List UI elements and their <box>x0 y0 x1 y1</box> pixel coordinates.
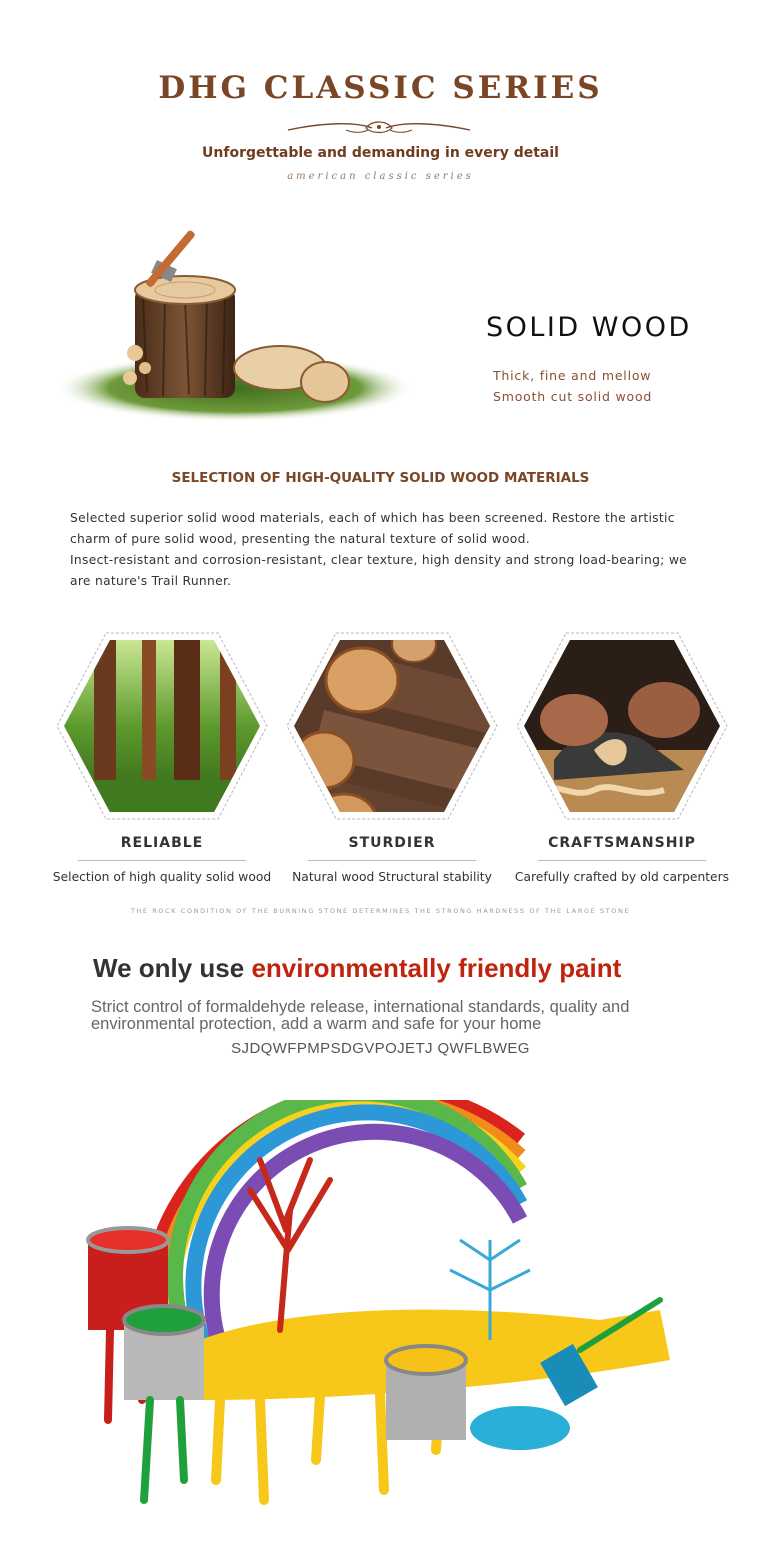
paint-heading-accent: environmentally friendly paint <box>251 953 622 983</box>
logs-photo-image <box>284 630 500 822</box>
feature-title: STURDIER <box>348 835 436 851</box>
feature-divider <box>78 860 246 861</box>
paint-code: SJDQWFPMPSDGVPOJETJ QWFLBWEG <box>231 1040 530 1057</box>
paint-heading <box>93 953 621 984</box>
page-subtitle: Unforgettable and demanding in every detail <box>202 145 559 161</box>
feature-divider <box>538 860 706 861</box>
tree-stump-with-axe-image <box>55 218 435 433</box>
solid-wood-tagline-1: Thick, fine and mellow <box>493 368 652 383</box>
paint-heading-plain: We only use <box>93 953 245 983</box>
script-tagline: american classic series <box>287 171 474 182</box>
forest-photo-image <box>54 630 270 822</box>
page-title: DHG CLASSIC SERIES <box>158 70 603 106</box>
feature-description: Carefully crafted by old carpenters <box>514 870 730 884</box>
feature-divider <box>308 860 476 861</box>
solid-wood-tagline-2: Smooth cut solid wood <box>493 389 653 404</box>
feature-description: Selection of high quality solid wood <box>52 870 272 884</box>
tiny-caption: THE ROCK CONDITION OF THE BURNING STONE DETERMINES THE STRONG HARDNESS OF THE LARGE STONE <box>130 907 631 915</box>
feature-description: Natural wood Structural stability <box>292 870 492 884</box>
ornament-divider-icon <box>286 118 472 138</box>
selection-body <box>70 508 700 592</box>
feature-title: RELIABLE <box>120 835 204 851</box>
feature-title: CRAFTSMANSHIP <box>548 835 696 851</box>
paint-body: Strict control of formaldehyde release, international standards, quality and environmental protection, add a warm and safe for your home <box>91 998 630 1033</box>
selection-paragraph-2: Insect-resistant and corrosion-resistant, clear texture, high density and strong load-bearing; we are nature's Trail Runner. <box>70 553 688 588</box>
solid-wood-title: SOLID WOOD <box>486 312 692 343</box>
selection-heading: SELECTION OF HIGH-QUALITY SOLID WOOD MATERIALS <box>171 470 590 486</box>
carpenter-planing-photo-image <box>514 630 730 822</box>
rainbow-paint-cans-image <box>80 1100 680 1520</box>
selection-paragraph-1: Selected superior solid wood materials, each of which has been screened. Restore the artistic charm of pure solid wood, presenting the natural texture of solid wood. <box>70 511 675 546</box>
